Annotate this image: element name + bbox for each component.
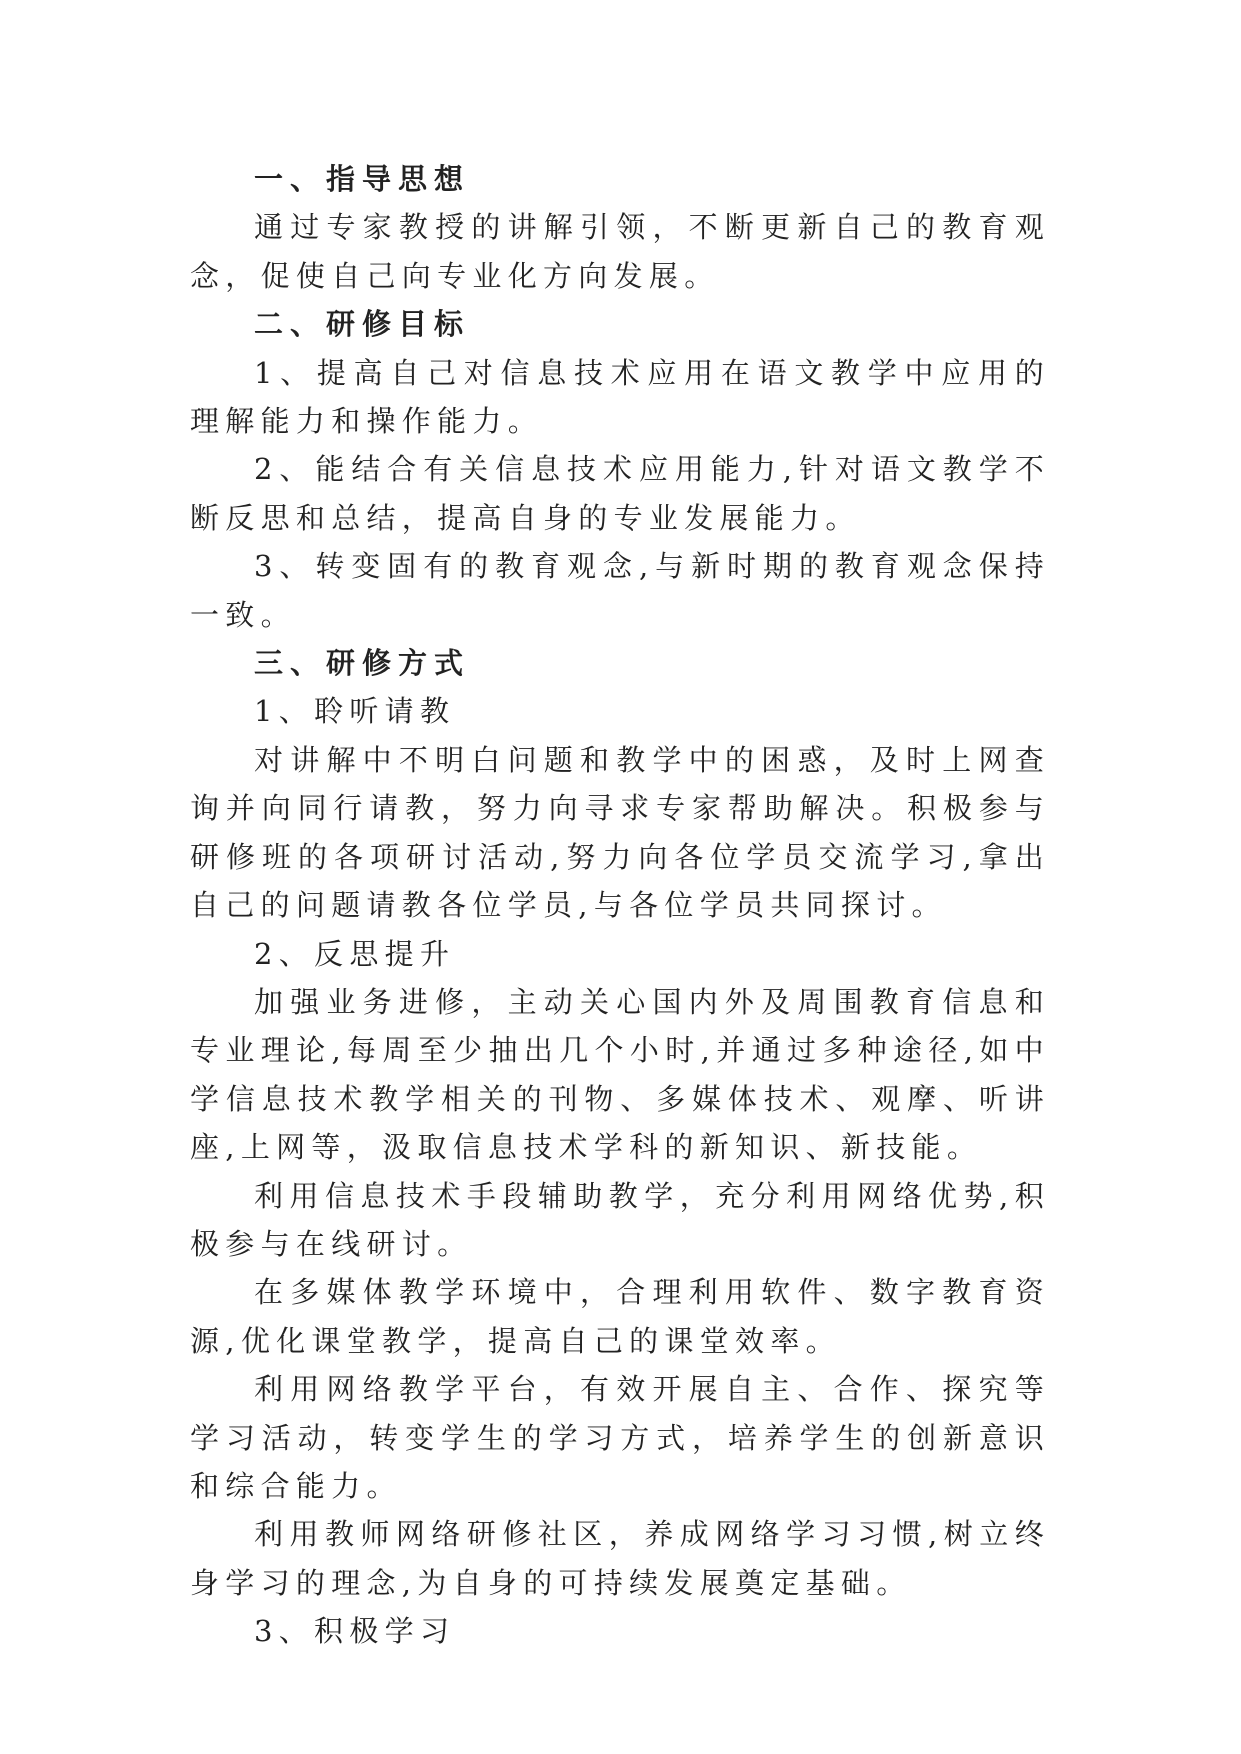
paragraph: 通过专家教授的讲解引领，不断更新自己的教育观念，促使自己向专业化方向发展。 bbox=[190, 210, 1050, 293]
paragraph: 在多媒体教学环境中，合理利用软件、数字教育资源,优化课堂教学，提高自己的课堂效率。 bbox=[190, 1275, 1050, 1358]
paragraph: 3、转变固有的教育观念,与新时期的教育观念保持一致。 bbox=[190, 549, 1050, 632]
subheading: 3、积极学习 bbox=[254, 1614, 456, 1649]
paragraph: 对讲解中不明白问题和教学中的困惑，及时上网查询并向同行请教，努力向寻求专家帮助解决。积极参与研修班的各项研讨活动,努力向各位学员交流学习,拿出自己的问题请教各位学员,与各位学员共同探讨。 bbox=[190, 742, 1050, 923]
paragraph: 利用教师网络研修社区，养成网络学习习惯,树立终身学习的理念,为自身的可持续发展奠定基础。 bbox=[190, 1517, 1050, 1600]
paragraph: 利用网络教学平台，有效开展自主、合作、探究等学习活动，转变学生的学习方式，培养学生的创新意识和综合能力。 bbox=[190, 1372, 1050, 1503]
section-heading-study-goals: 二、研修目标 bbox=[254, 307, 471, 342]
section-heading-study-methods: 三、研修方式 bbox=[254, 646, 471, 681]
subheading: 2、反思提升 bbox=[254, 936, 456, 971]
section-heading-guiding-ideology: 一、指导思想 bbox=[254, 162, 471, 196]
paragraph: 利用信息技术手段辅助教学，充分利用网络优势,积极参与在线研讨。 bbox=[190, 1178, 1050, 1261]
paragraph: 1、提高自己对信息技术应用在语文教学中应用的理解能力和操作能力。 bbox=[190, 355, 1050, 439]
document-body bbox=[190, 155, 1050, 1656]
paragraph: 2、能结合有关信息技术应用能力,针对语文教学不断反思和总结，提高自身的专业发展能力。 bbox=[190, 452, 1050, 535]
subheading: 1、聆听请教 bbox=[254, 694, 456, 729]
paragraph: 加强业务进修，主动关心国内外及周围教育信息和专业理论,每周至少抽出几个小时,并通过多种途径,如中学信息技术教学相关的刊物、多媒体技术、观摩、听讲座,上网等，汲取信息技术学科的新知识、新技能。 bbox=[190, 984, 1050, 1165]
